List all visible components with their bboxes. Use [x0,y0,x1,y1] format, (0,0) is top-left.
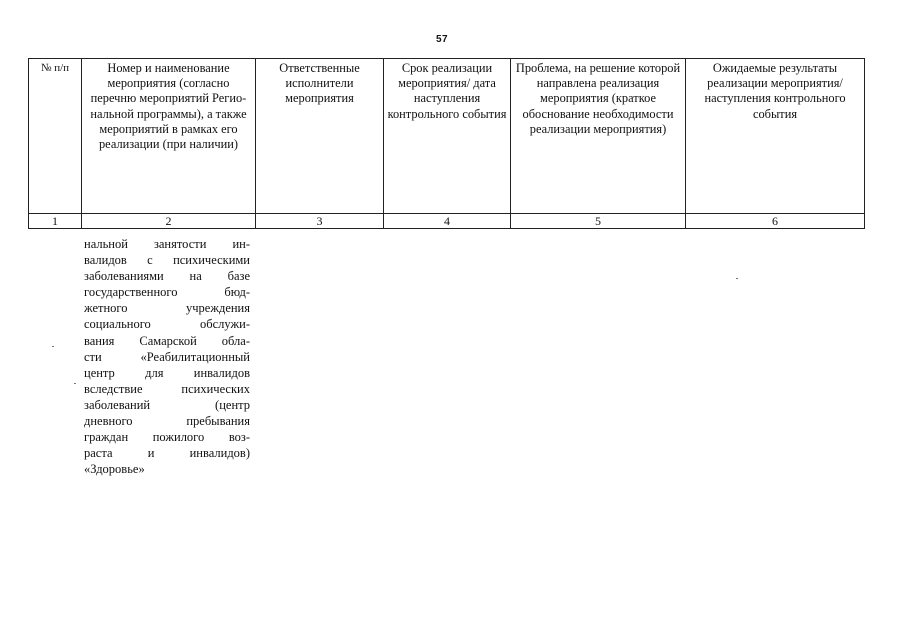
column-number-row [29,214,865,229]
continuation-line: вания Самарской обла- [84,333,250,348]
continuation-line: дневного пребывания [84,414,250,429]
continuation-line: социального обслужи- [84,317,250,332]
table-header-row [29,59,865,214]
column-number: 2 [82,214,256,229]
continuation-line: сти «Реабилитационный [84,349,250,364]
scan-speck [52,346,54,347]
continuation-line: «Здоровье» [84,462,145,477]
continuation-line: заболеваниями на базе [84,269,250,284]
header-number: № п/п [29,59,82,214]
continuation-line: государственного бюд- [84,285,250,300]
page-number: 57 [436,34,449,45]
scan-speck [736,278,738,279]
header-deadline: Срок реализации мероприятия/ дата наступления контрольного события [384,59,511,214]
continuation-line: вследствие психических [84,381,250,396]
continuation-line: жетного учреждения [84,301,250,316]
continuation-line: заболеваний (центр [84,397,250,412]
measures-table [28,58,865,229]
header-problem: Проблема, на решение которой направлена реализация мероприятия (краткое обоснование необходимости реализации мероприятия) [511,59,686,214]
column-number: 3 [256,214,384,229]
column-number: 5 [511,214,686,229]
continuation-line: центр для инвалидов [84,365,250,380]
continuation-line: валидов с психическими [84,253,250,268]
measure-name-continuation [84,236,250,477]
header-measure-name: Номер и наименование мероприятия (согласно перечню мероприятий Регио-нальной программы), а также мероприятий в рамках его реализации (при наличии) [82,59,256,214]
header-expected-results: Ожидаемые результаты реализации мероприятия/ наступления контрольного события [686,59,865,214]
continuation-line: раста и инвалидов) [84,446,250,461]
continuation-line: нальной занятости ин- [84,237,250,251]
header-responsible: Ответственные исполнители мероприятия [256,59,384,214]
column-number: 1 [29,214,82,229]
column-number: 4 [384,214,511,229]
column-number: 6 [686,214,865,229]
scan-speck [74,383,76,384]
continuation-line: граждан пожилого воз- [84,430,250,445]
